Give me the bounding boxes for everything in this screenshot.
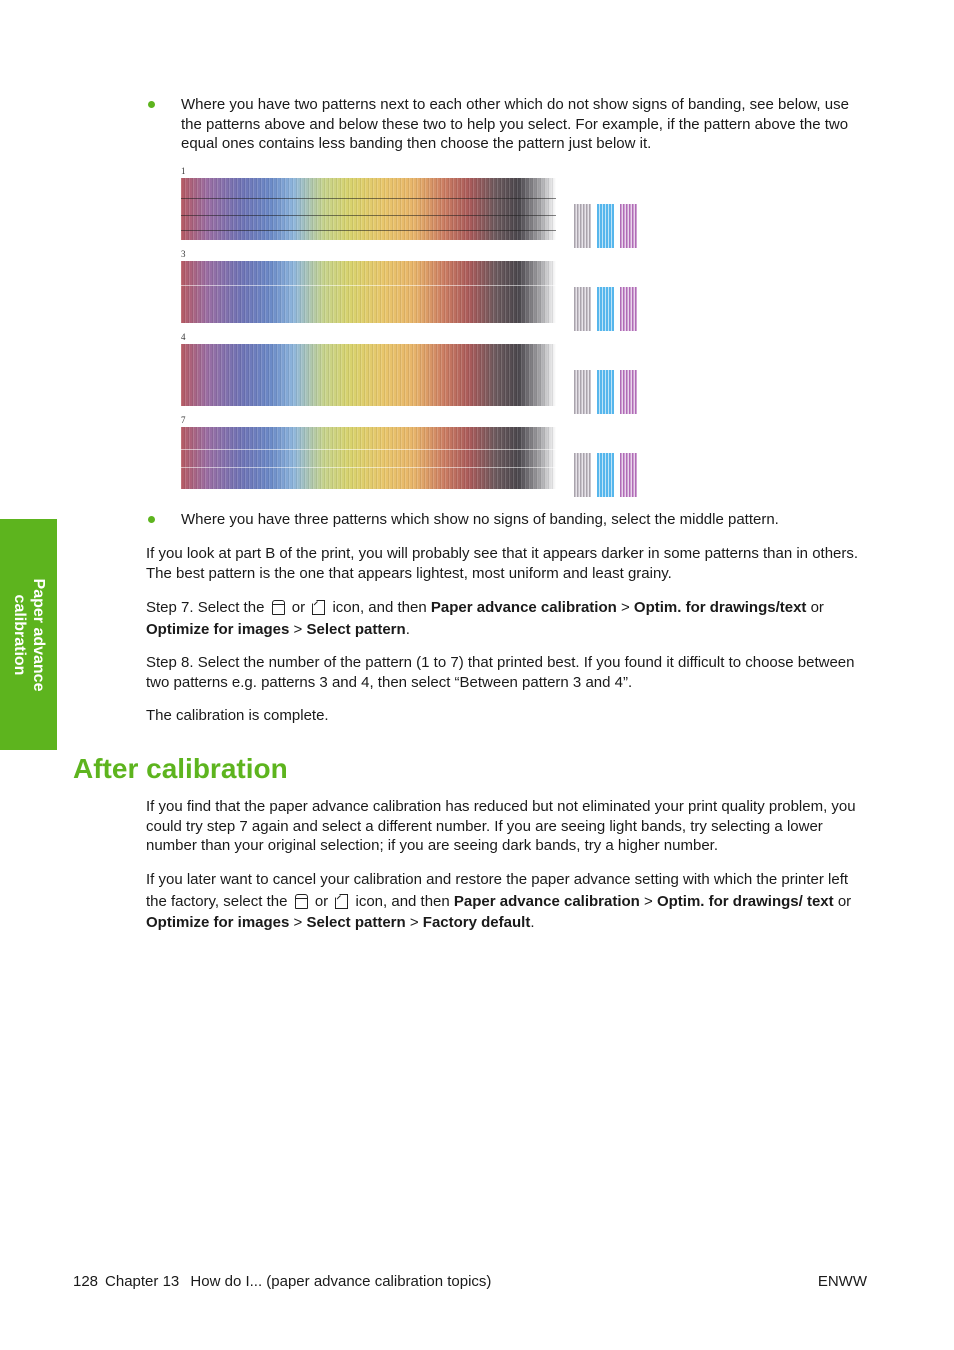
pattern-row [176, 261, 642, 324]
banding-line [181, 198, 556, 199]
step8-paragraph: Step 8. Select the number of the pattern (1 to 7) that printed best. If you found it difficult to choose between two patterns e.g. patterns 3 and 4, then select “Between pattern 3 and 4”. [146, 654, 855, 691]
cyan-swatch [597, 204, 614, 248]
pattern-label: 3 [181, 249, 186, 259]
menu-path-item: Optimize for images [146, 621, 290, 638]
step7-text: Step 7. Select the [146, 599, 265, 616]
after-paragraph-2 [146, 869, 870, 934]
gray-swatch [574, 453, 591, 497]
menu-path-item: Paper advance calibration [430, 599, 617, 616]
bullet-item [146, 95, 870, 154]
gray-swatch [574, 287, 591, 331]
bullet-text: Where you have three patterns which show no signs of banding, select the middle pattern. [181, 511, 779, 528]
section-heading: After calibration [73, 753, 288, 784]
menu-path-item: Select pattern [306, 621, 406, 638]
menu-path-item: Select pattern [306, 914, 406, 931]
pattern-row [176, 344, 642, 407]
after-text: or [314, 892, 329, 910]
after-text: > [409, 914, 419, 931]
magenta-swatch [620, 287, 637, 331]
chapter-title: How do I... (paper advance calibration topics) [190, 1273, 492, 1290]
after-text: > [644, 892, 653, 910]
after-text: or [837, 892, 852, 910]
step7-text: or [291, 599, 306, 616]
side-tab-line1: Paper advance [29, 578, 47, 691]
bullet-icon [148, 101, 155, 108]
magenta-swatch [620, 370, 637, 414]
cyan-swatch [597, 453, 614, 497]
banding-line [181, 467, 556, 468]
side-tab-line2: calibration [10, 594, 28, 675]
sheet-paper-icon [335, 894, 348, 909]
roll-paper-icon [295, 894, 308, 909]
menu-path-item: Paper advance calibration [453, 892, 640, 910]
chapter-label: Chapter 13 [105, 1273, 180, 1290]
magenta-swatch [620, 204, 637, 248]
page-number: 128 [73, 1273, 99, 1290]
after-text: > [293, 914, 303, 931]
menu-path-item: Factory default [422, 914, 531, 931]
pattern-row [176, 178, 642, 241]
menu-path-item: Optim. for drawings/ text [656, 892, 834, 910]
page-footer [73, 1272, 498, 1291]
cyan-swatch [597, 287, 614, 331]
color-band [181, 427, 556, 489]
color-band [181, 261, 556, 323]
complete-paragraph: The calibration is complete. [146, 707, 329, 724]
footer-right-label: ENWW [817, 1273, 867, 1290]
pattern-label: 4 [181, 332, 186, 342]
pattern-row [176, 427, 642, 490]
banding-line [181, 285, 556, 286]
pattern-block [176, 331, 642, 407]
step7-text: . [405, 621, 410, 638]
after-text: icon, and then [355, 892, 450, 910]
menu-path-item: Optimize for images [146, 914, 290, 931]
cyan-swatch [597, 370, 614, 414]
step7-text: or [810, 599, 824, 616]
calibration-pattern-figure [176, 165, 642, 497]
magenta-swatch [620, 453, 637, 497]
pattern-block [176, 414, 642, 490]
gray-swatch [574, 370, 591, 414]
menu-path-item: Optim. for drawings/text [633, 599, 807, 616]
step7-text: > [293, 621, 303, 638]
side-tab [0, 519, 57, 750]
roll-paper-icon [272, 600, 285, 615]
banding-line [181, 215, 556, 216]
after-paragraph-1: If you find that the paper advance calibration has reduced but not eliminated your print quality problem, you could try step 7 again and select a different number. If you are seeing light bands, try selecting a lower number than your original selection; if you are seeing dark bands, try a higher number. [146, 798, 856, 854]
step7-text: icon, and then [332, 599, 427, 616]
pattern-label: 7 [181, 415, 186, 425]
color-band [181, 344, 556, 406]
step7-text: > [620, 599, 630, 616]
part-b-paragraph: If you look at part B of the print, you will probably see that it appears darker in some patterns than in others. The best pattern is the one that appears lightest, most uniform and least grainy. [146, 545, 859, 582]
after-text: . [530, 914, 535, 931]
gray-swatch [574, 204, 591, 248]
step7-paragraph [146, 597, 870, 641]
side-tab-label [10, 578, 48, 691]
banding-line [181, 449, 556, 450]
bullet-icon [148, 516, 155, 523]
pattern-label: 1 [181, 166, 186, 176]
after-text: If you later want to cancel your calibration and restore the paper advance setting with which the printer left the factory, select the [146, 871, 849, 910]
pattern-block [176, 248, 642, 324]
pattern-block [176, 165, 642, 241]
sheet-paper-icon [312, 600, 325, 615]
banding-line [181, 230, 556, 231]
bullet-text: Where you have two patterns next to each other which do not show signs of banding, see below, use the patterns above and below these two to help you select. For example, if the pattern above the two equal ones contains less banding then choose the pattern just below it. [181, 96, 849, 152]
bullet-item [146, 510, 870, 530]
